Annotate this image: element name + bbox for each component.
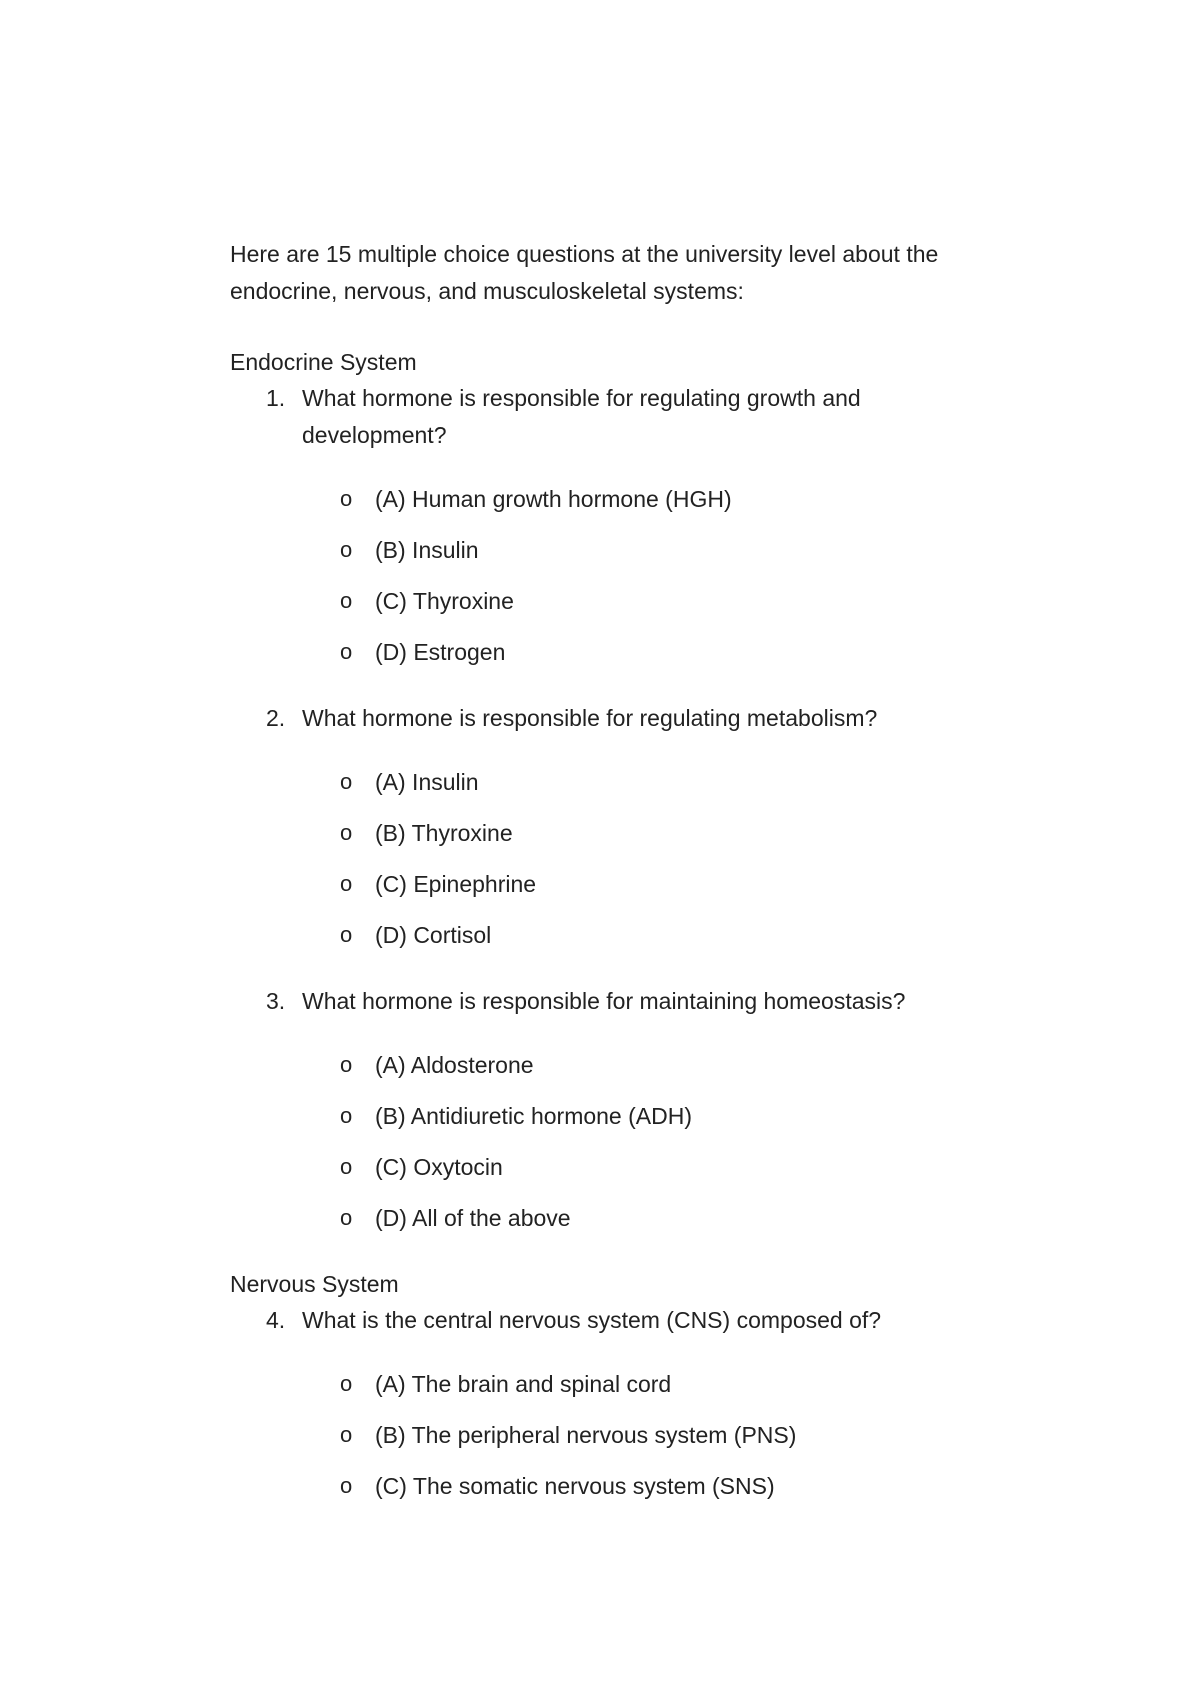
option-list [230,1050,990,1254]
bullet-icon: o [340,486,353,511]
question-text [230,1302,990,1339]
option-label: (B) The peripheral nervous system (PNS) [375,1422,797,1448]
question-item [230,700,990,971]
section-heading: Endocrine System [230,349,417,375]
question-text [230,983,990,1020]
section-endocrine [230,344,990,1254]
option-item [230,1050,990,1101]
question-label: What hormone is responsible for regulating metabolism? [302,705,878,731]
document-page [230,236,990,1534]
option-item [230,869,990,920]
option-label: (C) The somatic nervous system (SNS) [375,1473,775,1499]
question-item [230,380,990,688]
option-item [230,1101,990,1152]
option-label: (C) Thyroxine [375,588,514,614]
option-label: (A) Insulin [375,769,479,795]
option-item [230,535,990,586]
question-item [230,983,990,1254]
question-label: What hormone is responsible for regulating growth and development? [302,385,861,448]
bullet-icon: o [340,1473,353,1498]
option-item [230,818,990,869]
bullet-icon: o [340,1052,353,1077]
option-label: (D) Cortisol [375,922,492,948]
option-label: (B) Insulin [375,537,479,563]
bullet-icon: o [340,1103,353,1128]
option-item [230,637,990,688]
option-item [230,1203,990,1254]
bullet-icon: o [340,871,353,896]
option-label: (D) Estrogen [375,639,506,665]
option-item [230,1420,990,1471]
bullet-icon: o [340,588,353,613]
bullet-icon: o [340,769,353,794]
question-number: 3. [266,988,286,1014]
option-label: (A) Aldosterone [375,1052,534,1078]
option-item [230,1471,990,1522]
question-number: 2. [266,705,286,731]
option-item [230,484,990,535]
option-label: (A) The brain and spinal cord [375,1371,672,1397]
question-text [230,380,990,454]
option-label: (C) Epinephrine [375,871,537,897]
option-label: (D) All of the above [375,1205,571,1231]
bullet-icon: o [340,1422,353,1447]
question-item [230,1302,990,1522]
option-item [230,1369,990,1420]
option-item [230,1152,990,1203]
option-label: (B) Antidiuretic hormone (ADH) [375,1103,692,1129]
bullet-icon: o [340,1154,353,1179]
question-label: What is the central nervous system (CNS) composed of? [302,1307,882,1333]
option-item [230,586,990,637]
question-text [230,700,990,737]
bullet-icon: o [340,537,353,562]
option-item [230,920,990,971]
section-heading: Nervous System [230,1271,399,1297]
option-list [230,767,990,971]
option-list [230,1369,990,1522]
bullet-icon: o [340,639,353,664]
bullet-icon: o [340,1205,353,1230]
intro-paragraph: Here are 15 multiple choice questions at the university level about the endocrine, nervous, and musculoskeletal systems: [230,241,939,304]
bullet-icon: o [340,820,353,845]
option-label: (B) Thyroxine [375,820,513,846]
option-label: (C) Oxytocin [375,1154,503,1180]
section-nervous [230,1266,990,1522]
option-list [230,484,990,688]
bullet-icon: o [340,922,353,947]
bullet-icon: o [340,1371,353,1396]
question-number: 4. [266,1307,286,1333]
option-item [230,767,990,818]
question-number: 1. [266,385,286,411]
option-label: (A) Human growth hormone (HGH) [375,486,732,512]
question-label: What hormone is responsible for maintaining homeostasis? [302,988,906,1014]
